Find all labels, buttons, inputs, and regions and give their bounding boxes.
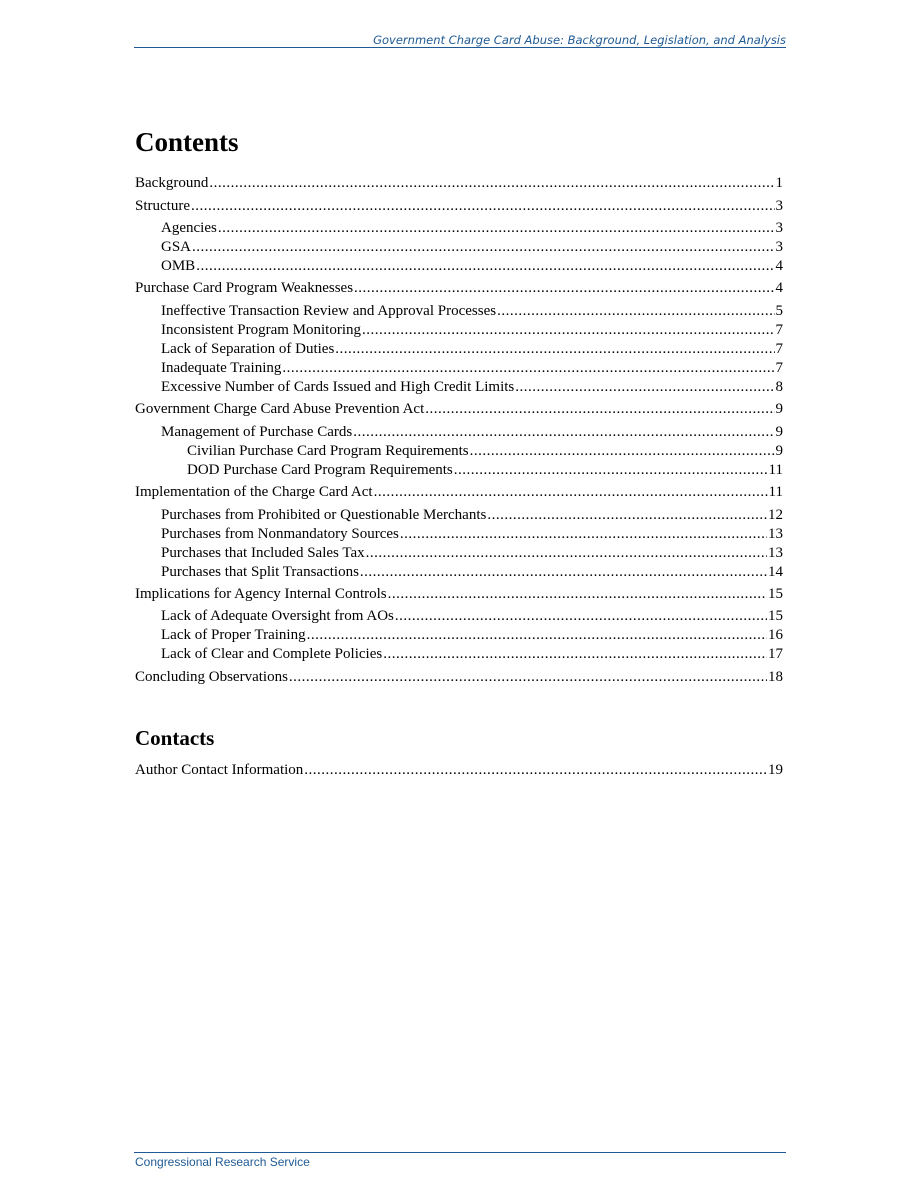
toc-entry-page: 3 bbox=[775, 198, 783, 214]
toc-entry-title: Implications for Agency Internal Controls bbox=[135, 586, 387, 602]
dot-leader bbox=[425, 400, 774, 418]
toc-entry-title: Excessive Number of Cards Issued and High Credit Limits bbox=[161, 379, 515, 395]
toc-entry-title: Purchases from Nonmandatory Sources bbox=[161, 526, 399, 542]
toc-entry-title: Inadequate Training bbox=[161, 360, 282, 376]
dot-leader bbox=[395, 607, 767, 625]
footer-rule bbox=[134, 1152, 786, 1153]
toc-entry-page: 9 bbox=[775, 401, 783, 417]
toc-entry-page: 13 bbox=[768, 526, 783, 542]
dot-leader bbox=[388, 585, 767, 603]
toc-entry[interactable] bbox=[161, 607, 783, 625]
toc-entry-title: Purchases that Split Transactions bbox=[161, 564, 359, 580]
toc-entry[interactable] bbox=[161, 525, 783, 543]
toc-entry[interactable] bbox=[161, 321, 783, 339]
toc-entry-title: Agencies bbox=[161, 220, 217, 236]
toc-entry[interactable] bbox=[161, 302, 783, 320]
dot-leader bbox=[307, 626, 767, 644]
toc-entry-page: 15 bbox=[768, 608, 783, 624]
contents-heading: Contents bbox=[135, 127, 239, 157]
toc-entry-title: Implementation of the Charge Card Act bbox=[135, 484, 373, 500]
toc-entry-title: Inconsistent Program Monitoring bbox=[161, 322, 361, 338]
toc-entry-title: Civilian Purchase Card Program Requirements bbox=[187, 443, 469, 459]
toc-entry[interactable] bbox=[135, 761, 783, 779]
toc-entry-title: Ineffective Transaction Review and Approval Processes bbox=[161, 303, 497, 319]
toc-entry-title: Government Charge Card Abuse Prevention Act bbox=[135, 401, 425, 417]
dot-leader bbox=[289, 668, 767, 686]
dot-leader bbox=[515, 378, 774, 396]
toc-entry-title: OMB bbox=[161, 258, 196, 274]
toc-entry[interactable] bbox=[161, 340, 783, 358]
running-header: Government Charge Card Abuse: Background, Legislation, and Analysis bbox=[373, 33, 786, 47]
toc-entry[interactable] bbox=[161, 219, 783, 237]
toc-entry[interactable] bbox=[135, 585, 783, 603]
dot-leader bbox=[218, 219, 775, 237]
toc-entry-title: Management of Purchase Cards bbox=[161, 424, 353, 440]
dot-leader bbox=[335, 340, 774, 358]
toc-entry-page: 3 bbox=[775, 239, 783, 255]
toc-entry-page: 7 bbox=[775, 322, 783, 338]
dot-leader bbox=[353, 423, 774, 441]
toc-entry[interactable] bbox=[135, 174, 783, 192]
toc-entry-title: Author Contact Information bbox=[135, 762, 304, 778]
toc-entry-title: Purchases that Included Sales Tax bbox=[161, 545, 365, 561]
toc-entry-page: 8 bbox=[775, 379, 783, 395]
toc-entry[interactable] bbox=[161, 378, 783, 396]
toc-entry[interactable] bbox=[161, 563, 783, 581]
toc-entry-page: 9 bbox=[775, 424, 783, 440]
toc-entry-title: Concluding Observations bbox=[135, 669, 288, 685]
toc-entry-title: GSA bbox=[161, 239, 192, 255]
dot-leader bbox=[209, 174, 774, 192]
dot-leader bbox=[454, 461, 768, 479]
dot-leader bbox=[470, 442, 775, 460]
dot-leader bbox=[383, 645, 767, 663]
toc-entry-page: 16 bbox=[768, 627, 783, 643]
toc-entry-title: Purchase Card Program Weaknesses bbox=[135, 280, 354, 296]
toc-entry[interactable] bbox=[161, 544, 783, 562]
toc-entry[interactable] bbox=[161, 423, 783, 441]
toc-entry-page: 9 bbox=[775, 443, 783, 459]
running-footer: Congressional Research Service bbox=[135, 1155, 310, 1169]
dot-leader bbox=[497, 302, 774, 320]
dot-leader bbox=[192, 238, 774, 256]
toc-entry-page: 4 bbox=[775, 280, 783, 296]
toc-entry[interactable] bbox=[161, 257, 783, 275]
toc-entry-title: DOD Purchase Card Program Requirements bbox=[187, 462, 453, 478]
toc-entry-title: Background bbox=[135, 175, 209, 191]
dot-leader bbox=[304, 761, 767, 779]
dot-leader bbox=[354, 279, 774, 297]
toc-entry[interactable] bbox=[161, 645, 783, 663]
toc-entry-page: 14 bbox=[768, 564, 783, 580]
toc-entry-title: Lack of Clear and Complete Policies bbox=[161, 646, 383, 662]
toc-entry-title: Lack of Separation of Duties bbox=[161, 341, 335, 357]
toc-entry-page: 11 bbox=[768, 484, 783, 500]
toc-entry[interactable] bbox=[161, 238, 783, 256]
dot-leader bbox=[366, 544, 767, 562]
toc-entry-page: 1 bbox=[775, 175, 783, 191]
dot-leader bbox=[400, 525, 767, 543]
toc-entry-page: 7 bbox=[775, 360, 783, 376]
toc-entry[interactable] bbox=[187, 442, 783, 460]
toc-entry[interactable] bbox=[135, 197, 783, 215]
toc-entry[interactable] bbox=[135, 668, 783, 686]
toc-entry-title: Lack of Proper Training bbox=[161, 627, 306, 643]
dot-leader bbox=[487, 506, 767, 524]
toc-entry-page: 19 bbox=[768, 762, 783, 778]
toc-entry-page: 12 bbox=[768, 507, 783, 523]
toc-entry[interactable] bbox=[135, 279, 783, 297]
header-rule bbox=[134, 47, 786, 48]
toc-entry-page: 18 bbox=[768, 669, 783, 685]
toc-entry[interactable] bbox=[135, 483, 783, 501]
dot-leader bbox=[360, 563, 767, 581]
dot-leader bbox=[374, 483, 768, 501]
toc-entry-title: Structure bbox=[135, 198, 190, 214]
toc-entry-page: 7 bbox=[775, 341, 783, 357]
dot-leader bbox=[282, 359, 774, 377]
dot-leader bbox=[196, 257, 774, 275]
toc-entry[interactable] bbox=[135, 400, 783, 418]
toc-entry[interactable] bbox=[161, 506, 783, 524]
toc-entry-page: 5 bbox=[775, 303, 783, 319]
toc-entry[interactable] bbox=[187, 461, 783, 479]
toc-entry-page: 3 bbox=[775, 220, 783, 236]
toc-entry-title: Lack of Adequate Oversight from AOs bbox=[161, 608, 394, 624]
toc-entry-title: Purchases from Prohibited or Questionable Merchants bbox=[161, 507, 487, 523]
toc-entry-page: 15 bbox=[768, 586, 783, 602]
dot-leader bbox=[362, 321, 775, 339]
dot-leader bbox=[191, 197, 775, 215]
contacts-heading: Contacts bbox=[135, 726, 215, 750]
toc-entry-page: 17 bbox=[768, 646, 783, 662]
toc-entry[interactable] bbox=[161, 626, 783, 644]
toc-entry-page: 13 bbox=[768, 545, 783, 561]
toc-entry[interactable] bbox=[161, 359, 783, 377]
toc-entry-page: 11 bbox=[768, 462, 783, 478]
toc-entry-page: 4 bbox=[775, 258, 783, 274]
